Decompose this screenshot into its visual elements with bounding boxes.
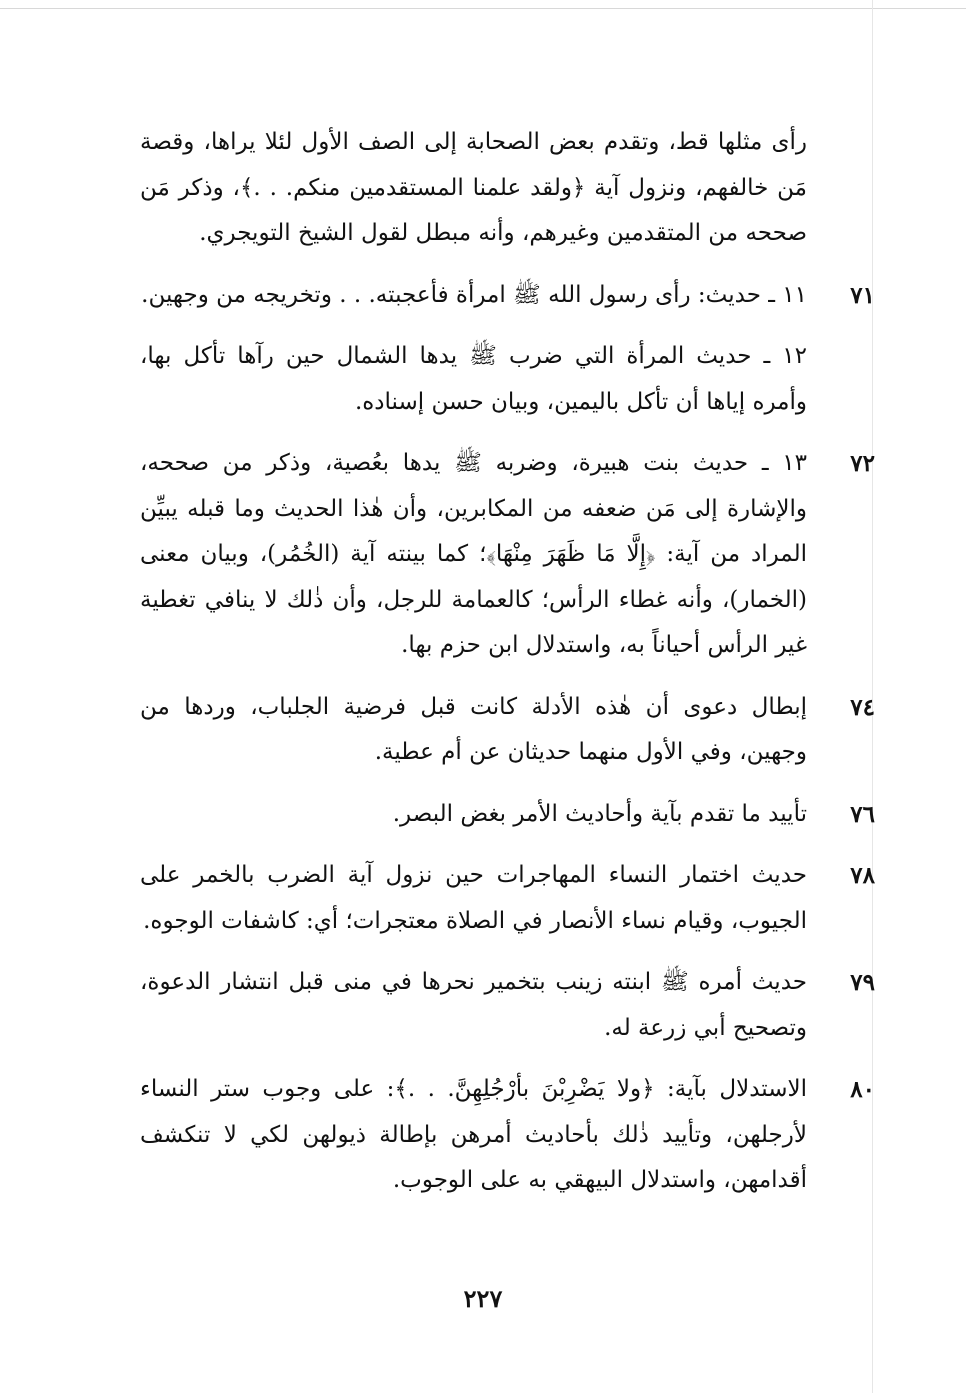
entry-text: الاستدلال بآية: ﴿ولا يَضْرِبْنَ بأرْجُلِهِنَّ. . .﴾: على وجوب ستر النساء لأرجلهن، وتأييد ذٰلك بأحاديث أمرهن بإطالة ذيولهن لكي لا تنكشف أقدامهن، واستدلال البيهقي به على الوجوب. (140, 1076, 807, 1193)
index-entry (140, 792, 875, 838)
entry-page-number: ٧٤ (850, 693, 875, 721)
entry-text: ١٢ ـ حديث المرأة التي ضرب ﷺ يدها الشمال حين رآها تأكل بها، وأمره إياها أن تأكل باليمين، وبيان حسن إسناده. (140, 343, 807, 415)
index-entry (140, 273, 875, 319)
continuation-block (140, 120, 807, 257)
paragraph: رأى مثلها قط، وتقدم بعض الصحابة إلى الصف الأول لئلا يراها، وقصة مَن خالفهم، ونزول آية ﴿ولقد علمنا المستقدمين منكم. . .﴾، وذكر مَن صححه من المتقدمين وغيرهم، وأنه مبطل لقول الشيخ التويجري. (140, 129, 807, 246)
entry-text: ١٣ ـ حديث بنت هبيرة، وضربه ﷺ يدها بعُصية، وذكر من صححه، والإشارة إلى مَن ضعفه من المكابرين، وأن هٰذا الحديث وما قبله يبيِّن المراد من آية: ﴿إِلَّا مَا ظَهَرَ مِنْهَا﴾؛ كما بينته آية (الخُمُر)، وبيان معنى (الخمار)، وأنه غطاء الرأس؛ كالعمامة للرجل، وأن ذٰلك لا ينافي تغطية غير الرأس أحياناً به، واستدلال ابن حزم بها. (140, 450, 807, 658)
page-body (140, 120, 875, 1204)
entry-text: ١١ ـ حديث: رأى رسول الله ﷺ امرأة فأعجبته. . . وتخريجه من وجهين. (141, 281, 807, 308)
entry-text: حديث أمره ﷺ ابنته زينب بتخمير نحرها في منى قبل انتشار الدعوة، وتصحيح أبي زرعة له. (140, 969, 807, 1041)
entry-page-number: ٧١ (850, 281, 875, 309)
entry-page-number: ٨٠ (850, 1076, 875, 1103)
entry-text: تأييد ما تقدم بآية وأحاديث الأمر بغض البصر. (392, 800, 807, 827)
entry-text: إبطال دعوى أن هٰذه الأدلة كانت قبل فرضية الجلباب، وردها من وجهين، وفي الأول منهما حديثان عن أم عطية. (140, 693, 807, 765)
index-entry (140, 441, 875, 669)
entry-page-number: ٧٦ (850, 800, 875, 828)
entry-page-number: ٧٨ (850, 862, 875, 889)
entry-text: حديث اختمار النساء المهاجرات حين نزول آية الضرب بالخمر على الجيوب، وقيام نساء الأنصار في الصلاة معتجرات؛ أي: كاشفات الوجوه. (140, 862, 807, 934)
index-entry (140, 853, 875, 944)
index-entry (140, 1067, 875, 1204)
scan-edge-top (0, 8, 966, 9)
index-entry (140, 685, 875, 776)
entry-page-number: ٧٢ (850, 450, 875, 477)
index-entry (140, 334, 807, 425)
index-entry (140, 960, 875, 1051)
entry-page-number: ٧٩ (850, 969, 875, 996)
page-number: ٢٢٧ (463, 1284, 503, 1313)
